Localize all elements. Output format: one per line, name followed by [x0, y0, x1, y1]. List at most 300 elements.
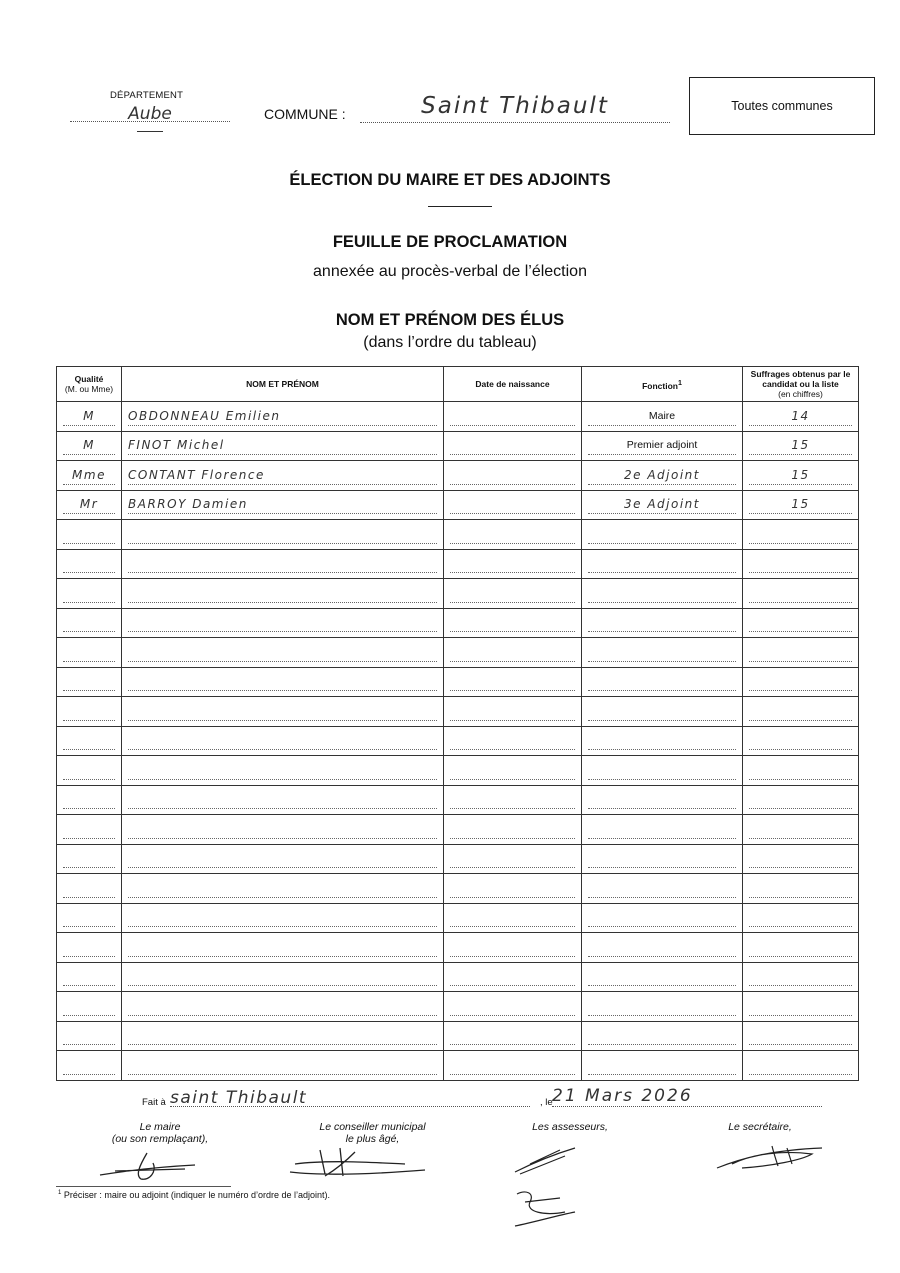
cell-nom: [122, 815, 444, 845]
table-row: [57, 638, 859, 668]
signature-conseiller-title: Le conseiller municipal: [319, 1121, 426, 1133]
cell-date: [444, 785, 582, 815]
header-qualite: [57, 367, 122, 402]
table-body: [57, 402, 859, 1081]
cell-qualite-value: [63, 613, 115, 632]
cell-fonction: [582, 667, 743, 697]
cell-fonction-value: [588, 997, 736, 1016]
cell-qualite-value: [63, 554, 115, 573]
cell-fonction: [582, 1051, 743, 1081]
cell-date: [444, 402, 582, 432]
cell-qualite: [57, 903, 122, 933]
cell-fonction: [582, 431, 743, 461]
cell-date: [444, 815, 582, 845]
cell-suffrages-value: [749, 820, 852, 839]
cell-suffrages: [743, 933, 859, 963]
cell-date-value: [450, 436, 575, 455]
table-row: [57, 844, 859, 874]
cell-suffrages: [743, 579, 859, 609]
cell-nom: [122, 697, 444, 727]
cell-qualite: [57, 608, 122, 638]
cell-suffrages-value: [749, 967, 852, 986]
date-value: 21 Mars 2026: [552, 1086, 693, 1106]
cell-qualite-value: [63, 879, 115, 898]
signature-conseiller-sub: le plus âgé,: [345, 1133, 400, 1145]
header-suffrages-sub: (en chiffres): [778, 389, 823, 399]
cell-date-value: [450, 879, 575, 898]
cell-fonction-value: [588, 820, 736, 839]
cell-qualite: [57, 756, 122, 786]
cell-fonction: [582, 520, 743, 550]
cell-suffrages-value: [749, 554, 852, 573]
cell-qualite-value: [63, 908, 115, 927]
cell-date: [444, 431, 582, 461]
cell-date-value: [450, 820, 575, 839]
cell-nom: [122, 1021, 444, 1051]
cell-nom-value: [128, 731, 437, 750]
cell-nom-value: BARROY Damien: [128, 495, 437, 514]
cell-fonction: [582, 697, 743, 727]
cell-fonction-value: [588, 525, 736, 544]
cell-suffrages: [743, 431, 859, 461]
cell-qualite: [57, 962, 122, 992]
cell-suffrages: [743, 402, 859, 432]
cell-date-value: [450, 731, 575, 750]
header-date: Date de naissance: [444, 367, 582, 402]
le-label: , le: [540, 1097, 553, 1108]
cell-qualite-value: [63, 997, 115, 1016]
cell-date-value: [450, 761, 575, 780]
cell-qualite: [57, 874, 122, 904]
cell-qualite: [57, 697, 122, 727]
cell-fonction: [582, 844, 743, 874]
table-row: [57, 992, 859, 1022]
cell-fonction: [582, 608, 743, 638]
cell-fonction: [582, 962, 743, 992]
cell-suffrages: [743, 962, 859, 992]
cell-date-value: [450, 1026, 575, 1045]
header-nom: NOM ET PRÉNOM: [122, 367, 444, 402]
cell-qualite: [57, 785, 122, 815]
cell-qualite-value: [63, 525, 115, 544]
cell-date-value: [450, 672, 575, 691]
cell-fonction-value: [588, 672, 736, 691]
cell-fonction: [582, 903, 743, 933]
cell-fonction-value: [588, 584, 736, 603]
table-row: [57, 402, 859, 432]
cell-qualite-value: [63, 702, 115, 721]
cell-suffrages-value: [749, 584, 852, 603]
cell-suffrages-value: 15: [749, 466, 852, 485]
table-row: [57, 697, 859, 727]
cell-fonction: [582, 874, 743, 904]
cell-nom: [122, 520, 444, 550]
commune-value: Saint Thibault: [421, 93, 609, 119]
title-rule: [428, 206, 492, 207]
table-row: [57, 815, 859, 845]
cell-suffrages: [743, 874, 859, 904]
table-row: [57, 962, 859, 992]
header-qualite-label: Qualité: [74, 374, 104, 384]
cell-nom: [122, 992, 444, 1022]
cell-qualite: [57, 490, 122, 520]
cell-qualite-value: [63, 938, 115, 957]
cell-qualite: [57, 461, 122, 491]
cell-qualite-value: [63, 790, 115, 809]
cell-suffrages: [743, 785, 859, 815]
cell-fonction-value: [588, 967, 736, 986]
cell-fonction-value: Premier adjoint: [588, 436, 736, 455]
cell-qualite: [57, 933, 122, 963]
footnote-mark: 1: [58, 1190, 62, 1196]
cell-date: [444, 903, 582, 933]
cell-date-value: [450, 525, 575, 544]
cell-date-value: [450, 466, 575, 485]
cell-nom-value: [128, 967, 437, 986]
footnote-text: Préciser : maire ou adjoint (indiquer le numéro d’ordre de l’adjoint).: [63, 1190, 330, 1200]
cell-suffrages-value: [749, 879, 852, 898]
cell-suffrages: [743, 992, 859, 1022]
cell-date-value: [450, 790, 575, 809]
cell-date-value: [450, 554, 575, 573]
cell-fonction: [582, 726, 743, 756]
cell-nom: [122, 549, 444, 579]
cell-date: [444, 962, 582, 992]
commune-line: [360, 122, 670, 123]
section-subtitle: (dans l’ordre du tableau): [363, 334, 537, 351]
cell-suffrages: [743, 697, 859, 727]
cell-fonction-value: 3e Adjoint: [588, 495, 736, 514]
cell-qualite-value: Mme: [63, 466, 115, 485]
cell-nom-value: [128, 761, 437, 780]
table-row: [57, 490, 859, 520]
cell-nom-value: [128, 1026, 437, 1045]
cell-fonction-value: [588, 643, 736, 662]
cell-fonction: [582, 402, 743, 432]
cell-fonction: [582, 933, 743, 963]
cell-date: [444, 726, 582, 756]
cell-suffrages-value: [749, 849, 852, 868]
elus-table: [56, 366, 859, 1081]
cell-qualite-value: M: [63, 407, 115, 426]
cell-date-value: [450, 584, 575, 603]
cell-qualite-value: [63, 967, 115, 986]
cell-nom-value: [128, 672, 437, 691]
cell-suffrages: [743, 903, 859, 933]
cell-fonction: [582, 638, 743, 668]
cell-suffrages-value: [749, 1026, 852, 1045]
cell-nom: [122, 490, 444, 520]
cell-nom: [122, 638, 444, 668]
cell-nom-value: [128, 554, 437, 573]
cell-nom-value: [128, 525, 437, 544]
cell-suffrages-value: [749, 938, 852, 957]
cell-qualite-value: [63, 849, 115, 868]
table-row: [57, 726, 859, 756]
signature-maire: [95, 1145, 205, 1185]
cell-qualite-value: Mr: [63, 495, 115, 514]
table-row: [57, 579, 859, 609]
cell-nom-value: [128, 997, 437, 1016]
cell-qualite: [57, 1051, 122, 1081]
cell-date: [444, 579, 582, 609]
cell-suffrages-value: [749, 613, 852, 632]
signature-maire-label: [95, 1121, 225, 1145]
cell-suffrages: [743, 1051, 859, 1081]
cell-suffrages-value: [749, 790, 852, 809]
cell-qualite-value: M: [63, 436, 115, 455]
cell-nom: [122, 402, 444, 432]
cell-nom: [122, 962, 444, 992]
table-row: [57, 667, 859, 697]
cell-date: [444, 608, 582, 638]
cell-nom: [122, 608, 444, 638]
cell-suffrages-value: 15: [749, 495, 852, 514]
cell-qualite: [57, 1021, 122, 1051]
header-fonction-label: Fonction: [642, 380, 678, 391]
cell-suffrages-value: [749, 997, 852, 1016]
cell-qualite: [57, 992, 122, 1022]
cell-qualite-value: [63, 731, 115, 750]
header-suffrages: [743, 367, 859, 402]
cell-date-value: [450, 997, 575, 1016]
cell-suffrages: [743, 815, 859, 845]
cell-nom-value: [128, 584, 437, 603]
table-row: [57, 785, 859, 815]
cell-fonction-value: [588, 938, 736, 957]
signature-maire-title: Le maire: [139, 1121, 181, 1133]
cell-date: [444, 549, 582, 579]
cell-date: [444, 874, 582, 904]
cell-qualite: [57, 549, 122, 579]
cell-date: [444, 667, 582, 697]
signature-maire-sub: (ou son remplaçant),: [111, 1133, 209, 1145]
cell-date-value: [450, 643, 575, 662]
cell-date: [444, 992, 582, 1022]
signature-assesseurs: [505, 1142, 585, 1237]
fait-value: saint Thibault: [170, 1088, 308, 1108]
cell-qualite: [57, 726, 122, 756]
departement-dash: [137, 131, 163, 132]
cell-qualite-value: [63, 1056, 115, 1075]
cell-fonction-value: 2e Adjoint: [588, 466, 736, 485]
cell-suffrages: [743, 638, 859, 668]
cell-date-value: [450, 849, 575, 868]
cell-qualite: [57, 579, 122, 609]
cell-suffrages: [743, 667, 859, 697]
cell-nom: [122, 785, 444, 815]
category-box: [689, 77, 875, 135]
cell-fonction: [582, 756, 743, 786]
cell-date-value: [450, 407, 575, 426]
table-row: [57, 933, 859, 963]
cell-suffrages: [743, 490, 859, 520]
cell-qualite: [57, 520, 122, 550]
cell-fonction: [582, 461, 743, 491]
cell-suffrages-value: [749, 525, 852, 544]
cell-date-value: [450, 613, 575, 632]
cell-qualite-value: [63, 1026, 115, 1045]
cell-nom-value: [128, 613, 437, 632]
cell-suffrages: [743, 549, 859, 579]
fait-line: [170, 1106, 530, 1107]
cell-qualite: [57, 431, 122, 461]
table-row: [57, 1021, 859, 1051]
footnote-rule: [56, 1186, 231, 1187]
cell-fonction: [582, 549, 743, 579]
page-title: ÉLECTION DU MAIRE ET DES ADJOINTS: [289, 171, 611, 189]
cell-nom: [122, 933, 444, 963]
document-subtitle-note: annexée au procès-verbal de l’élection: [313, 263, 587, 280]
cell-fonction: [582, 579, 743, 609]
cell-suffrages: [743, 756, 859, 786]
cell-suffrages: [743, 726, 859, 756]
cell-nom-value: FINOT Michel: [128, 436, 437, 455]
cell-qualite: [57, 638, 122, 668]
cell-nom-value: OBDONNEAU Emilien: [128, 407, 437, 426]
cell-date: [444, 490, 582, 520]
cell-date: [444, 933, 582, 963]
table-row: [57, 549, 859, 579]
table-row: [57, 756, 859, 786]
table-row: [57, 903, 859, 933]
cell-date-value: [450, 938, 575, 957]
cell-suffrages-value: [749, 702, 852, 721]
table-row: [57, 461, 859, 491]
header-suffrages-label: Suffrages obtenus par le candidat ou la liste: [750, 369, 851, 389]
cell-fonction-value: [588, 1026, 736, 1045]
cell-nom: [122, 726, 444, 756]
cell-qualite: [57, 402, 122, 432]
cell-nom: [122, 667, 444, 697]
cell-date: [444, 638, 582, 668]
signature-assesseurs-label: Les assesseurs,: [532, 1121, 608, 1133]
cell-nom-value: [128, 702, 437, 721]
cell-nom: [122, 844, 444, 874]
cell-fonction: [582, 785, 743, 815]
header-fonction-footnote-mark: 1: [677, 378, 682, 387]
cell-date-value: [450, 967, 575, 986]
cell-suffrages: [743, 844, 859, 874]
cell-date-value: [450, 702, 575, 721]
commune-label: COMMUNE :: [264, 106, 346, 122]
date-line: [552, 1106, 822, 1107]
cell-nom-value: CONTANT Florence: [128, 466, 437, 485]
cell-date: [444, 844, 582, 874]
cell-fonction-value: [588, 702, 736, 721]
cell-fonction-value: [588, 1056, 736, 1075]
cell-nom: [122, 579, 444, 609]
departement-label: DÉPARTEMENT: [110, 90, 184, 101]
cell-nom: [122, 874, 444, 904]
fait-label: Fait à: [142, 1097, 166, 1108]
table-row: [57, 874, 859, 904]
cell-suffrages-value: 15: [749, 436, 852, 455]
departement-value: Aube: [128, 104, 172, 124]
table-row: [57, 520, 859, 550]
cell-suffrages: [743, 1021, 859, 1051]
table-row: [57, 1051, 859, 1081]
cell-fonction: [582, 490, 743, 520]
cell-date: [444, 461, 582, 491]
cell-suffrages: [743, 520, 859, 550]
cell-nom-value: [128, 790, 437, 809]
signature-secretaire: [712, 1140, 832, 1176]
category-box-text: Toutes communes: [731, 99, 833, 113]
cell-nom-value: [128, 820, 437, 839]
cell-date: [444, 697, 582, 727]
cell-date-value: [450, 1056, 575, 1075]
signature-secretaire-label: Le secrétaire,: [728, 1121, 792, 1133]
signature-conseiller: [285, 1142, 435, 1182]
cell-suffrages: [743, 461, 859, 491]
cell-fonction: [582, 992, 743, 1022]
header-qualite-sub: (M. ou Mme): [64, 384, 114, 394]
cell-suffrages-value: [749, 643, 852, 662]
cell-nom-value: [128, 938, 437, 957]
cell-date: [444, 1021, 582, 1051]
cell-qualite-value: [63, 820, 115, 839]
cell-fonction: [582, 1021, 743, 1051]
cell-nom-value: [128, 908, 437, 927]
document-subtitle: FEUILLE DE PROCLAMATION: [332, 233, 568, 251]
cell-nom-value: [128, 879, 437, 898]
cell-qualite-value: [63, 584, 115, 603]
cell-nom: [122, 903, 444, 933]
cell-suffrages-value: [749, 1056, 852, 1075]
table-row: [57, 431, 859, 461]
cell-date: [444, 756, 582, 786]
cell-date: [444, 1051, 582, 1081]
cell-nom-value: [128, 849, 437, 868]
header-fonction: [582, 367, 743, 402]
cell-qualite-value: [63, 761, 115, 780]
cell-qualite-value: [63, 672, 115, 691]
cell-fonction-value: [588, 761, 736, 780]
cell-fonction-value: Maire: [588, 407, 736, 426]
cell-suffrages-value: [749, 731, 852, 750]
cell-qualite: [57, 844, 122, 874]
cell-qualite: [57, 667, 122, 697]
cell-fonction-value: [588, 790, 736, 809]
cell-nom-value: [128, 643, 437, 662]
cell-qualite: [57, 815, 122, 845]
cell-fonction-value: [588, 879, 736, 898]
table-header-row: [57, 367, 859, 402]
cell-nom-value: [128, 1056, 437, 1075]
cell-date-value: [450, 908, 575, 927]
cell-date: [444, 520, 582, 550]
table-row: [57, 608, 859, 638]
cell-nom: [122, 756, 444, 786]
cell-date-value: [450, 495, 575, 514]
section-title: NOM ET PRÉNOM DES ÉLUS: [335, 311, 565, 329]
cell-nom: [122, 1051, 444, 1081]
cell-suffrages-value: [749, 672, 852, 691]
cell-qualite-value: [63, 643, 115, 662]
cell-fonction: [582, 815, 743, 845]
cell-suffrages-value: [749, 761, 852, 780]
cell-fonction-value: [588, 554, 736, 573]
cell-nom: [122, 431, 444, 461]
cell-fonction-value: [588, 613, 736, 632]
cell-nom: [122, 461, 444, 491]
cell-suffrages-value: [749, 908, 852, 927]
departement-line: [70, 121, 230, 122]
cell-suffrages: [743, 608, 859, 638]
cell-suffrages-value: 14: [749, 407, 852, 426]
cell-fonction-value: [588, 731, 736, 750]
